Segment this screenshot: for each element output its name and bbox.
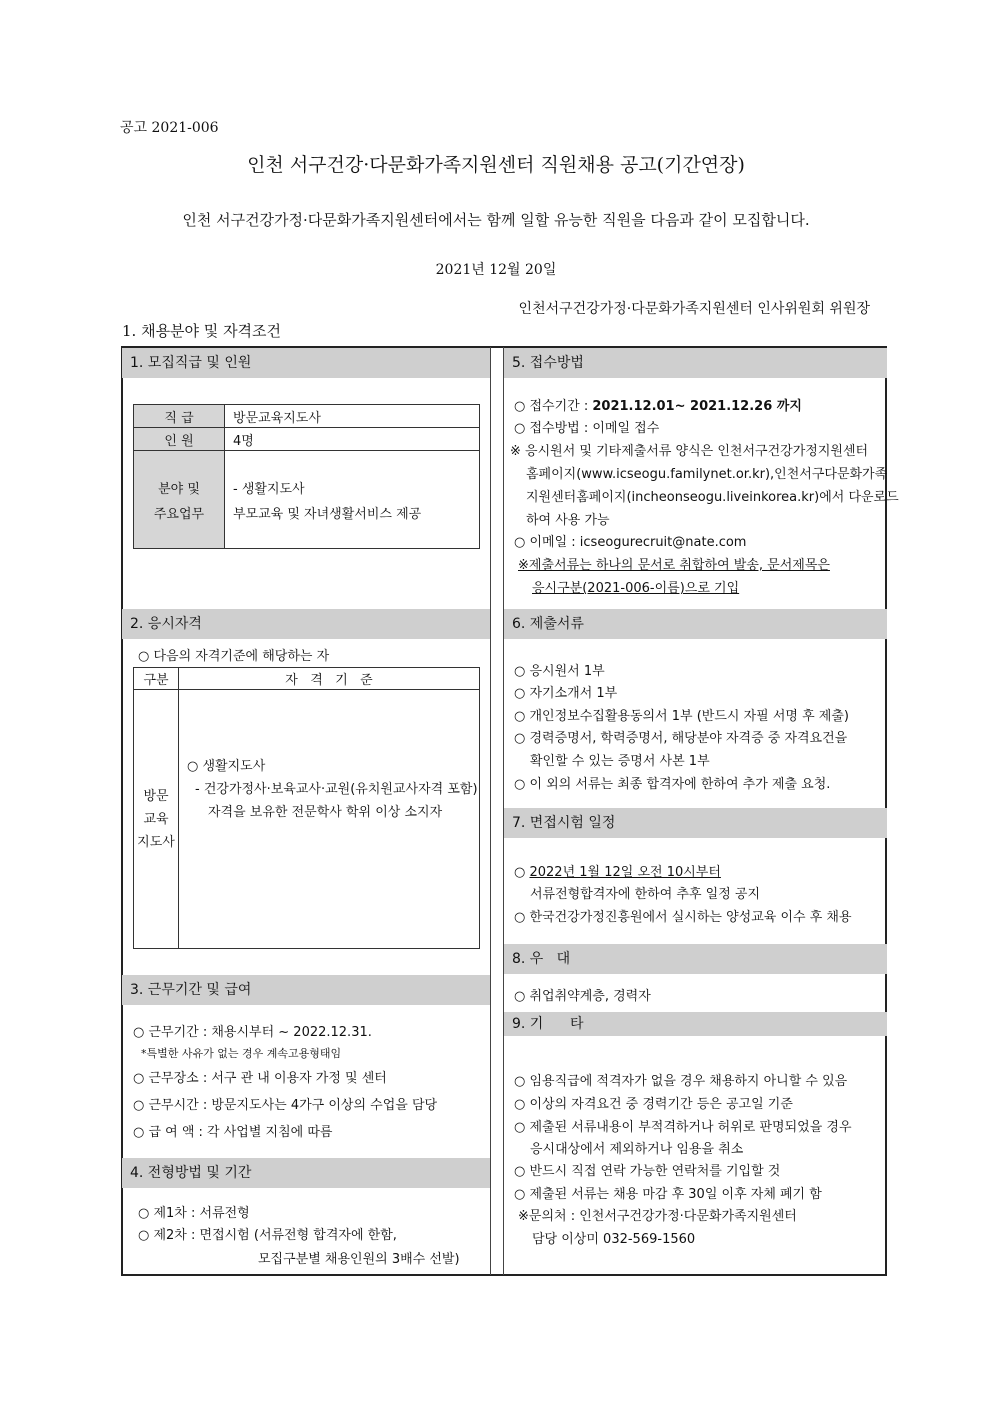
sec5-line: 지원센터홈페이지(incheonseogu.liveinkorea.kr)에서 다운로드 — [526, 490, 899, 505]
sec3-line: ○ 근무장소 : 서구 관 내 이용자 가정 및 센터 — [133, 1071, 387, 1086]
sec3-heading: 3. 근무기간 및 급여 — [122, 975, 490, 1005]
intro-text: 인천 서구건강가정·다문화가족지원센터에서는 함께 일할 유능한 직원을 다음과 같이 모집합니다. — [182, 211, 810, 229]
sec4-line: 모집구분별 채용인원의 3배수 선발) — [258, 1252, 460, 1267]
sec5-period-value: 2021.12.01~ 2021.12.26 까지 — [592, 399, 802, 414]
sec4-line: ○ 제1차 : 서류전형 — [138, 1206, 250, 1221]
sec9-line: ○ 임용직급에 적격자가 없을 경우 채용하지 아니할 수 있음 — [514, 1074, 848, 1089]
sec7-date — [514, 861, 721, 880]
sec3-line: ○ 근무기간 : 채용시부터 ~ 2022.12.31. — [133, 1025, 372, 1040]
sec5-period — [514, 395, 802, 414]
sec6-heading: 6. 제출서류 — [504, 609, 887, 639]
sec2-heading: 2. 응시자격 — [122, 609, 490, 639]
sec5-line: ※ 응시원서 및 기타제출서류 양식은 인천서구건강가정지원센터 — [510, 444, 869, 459]
criteria-cell — [179, 690, 480, 949]
sec9-contact: 담당 이상미 032-569-1560 — [532, 1232, 696, 1247]
type-line: 지도사 — [137, 834, 175, 850]
qualification-table — [133, 667, 480, 949]
sec9-line: 응시대상에서 제외하거나 임용을 취소 — [530, 1142, 744, 1157]
duty-value-line: - 생활지도사 — [233, 481, 305, 497]
criteria-line: ○ 생활지도사 — [187, 759, 266, 774]
sec9-line: ○ 반드시 직접 연락 가능한 연락처를 기입할 것 — [514, 1164, 781, 1179]
sec4-line: ○ 제2차 : 면접시험 (서류전형 합격자에 한함, — [138, 1228, 397, 1243]
sec2-intro: ○ 다음의 자격기준에 해당하는 자 — [138, 649, 330, 664]
sec9-heading: 9. 기 타 — [504, 1012, 887, 1036]
sec6-line: ○ 이 외의 서류는 최종 합격자에 한하여 추가 제출 요청. — [514, 777, 831, 792]
page-title: 인천 서구건강·다문화가족지원센터 직원채용 공고(기간연장) — [247, 154, 745, 176]
col-criteria-header: 자 격 기 준 — [179, 668, 480, 690]
sec5-line: ○ 접수방법 : 이메일 접수 — [514, 421, 660, 436]
notice-number: 공고 2021-006 — [120, 120, 219, 136]
sec3-note: *특별한 사유가 없는 경우 계속고용형태임 — [141, 1047, 342, 1060]
count-label: 인 원 — [134, 428, 225, 451]
type-line: 방문 — [143, 788, 169, 804]
duty-value-line: 부모교육 및 자녀생활서비스 제공 — [233, 506, 422, 522]
sec5-email: ○ 이메일 : icseogurecruit@nate.com — [514, 535, 747, 550]
sec5-period-label: ○ 접수기간 : — [514, 399, 593, 414]
duty-label — [134, 451, 225, 549]
type-line: 교육 — [143, 811, 169, 827]
sec1-heading: 1. 모집직급 및 인원 — [122, 348, 490, 378]
sec8-heading: 8. 우 대 — [504, 944, 887, 974]
criteria-line: - 건강가정사·보육교사·교원(유치원교사자격 포함) — [195, 782, 478, 797]
sec5-note: ※제출서류는 하나의 문서로 취합하여 발송, 문서제목은 — [518, 558, 830, 573]
sec6-line: ○ 자기소개서 1부 — [514, 686, 618, 701]
sec9-contact: ※문의처 : 인천서구건강가정·다문화가족지원센터 — [518, 1209, 797, 1224]
type-cell — [134, 690, 179, 949]
sec7-line: ○ 한국건강가정진흥원에서 실시하는 양성교육 이수 후 채용 — [514, 910, 852, 925]
sec7-date-bullet: ○ — [514, 865, 530, 880]
sec9-line: ○ 제출된 서류내용이 부적격하거나 허위로 판명되었을 경우 — [514, 1120, 852, 1135]
sec6-line: 확인할 수 있는 증명서 사본 1부 — [530, 754, 710, 769]
count-value: 4명 — [225, 428, 480, 451]
sec3-line: ○ 근무시간 : 방문지도사는 4가구 이상의 수업을 담당 — [133, 1098, 438, 1113]
rank-label: 직 급 — [134, 405, 225, 428]
column-divider — [490, 347, 504, 1275]
sec8-line: ○ 취업취약계층, 경력자 — [514, 989, 651, 1004]
sec5-line: 하여 사용 가능 — [526, 513, 610, 528]
duty-label-line: 주요업무 — [153, 506, 205, 522]
sec9-line: ○ 제출된 서류는 채용 마감 후 30일 이후 자체 폐기 함 — [514, 1187, 822, 1202]
duty-value — [225, 451, 480, 549]
sec6-line: ○ 경력증명서, 학력증명서, 해당분야 자격증 중 자격요건을 — [514, 731, 848, 746]
sec5-note: 응시구분(2021-006-이름)으로 기입 — [532, 581, 740, 596]
col-type-header: 구분 — [134, 668, 179, 690]
sec5-line: 홈페이지(www.icseogu.familynet.or.kr),인천서구다문화가족 — [526, 467, 888, 482]
job-table — [133, 404, 480, 549]
sec3-line: ○ 급 여 액 : 각 사업별 지침에 따름 — [133, 1125, 333, 1140]
sec7-heading: 7. 면접시험 일정 — [504, 808, 887, 838]
sec5-heading: 5. 접수방법 — [504, 348, 887, 378]
sec6-line: ○ 개인정보수집활용동의서 1부 (반드시 자필 서명 후 제출) — [514, 709, 849, 724]
signer: 인천서구건강가정·다문화가족지원센터 인사위원회 위원장 — [518, 301, 870, 317]
duty-label-line: 분야 및 — [158, 481, 200, 497]
notice-date: 2021년 12월 20일 — [435, 262, 557, 278]
criteria-line: 자격을 보유한 전문학사 학위 이상 소지자 — [208, 805, 443, 820]
sec6-line: ○ 응시원서 1부 — [514, 664, 605, 679]
rank-value: 방문교육지도사 — [225, 405, 480, 428]
sec9-line: ○ 이상의 자격요건 중 경력기간 등은 공고일 기준 — [514, 1097, 793, 1112]
section-heading: 1. 채용분야 및 자격조건 — [122, 322, 282, 340]
sec7-date-value: 2022년 1월 12일 오전 10시부터 — [529, 865, 721, 880]
sec7-line: 서류전형합격자에 한하여 추후 일정 공지 — [530, 887, 761, 902]
sec4-heading: 4. 전형방법 및 기간 — [122, 1158, 490, 1188]
